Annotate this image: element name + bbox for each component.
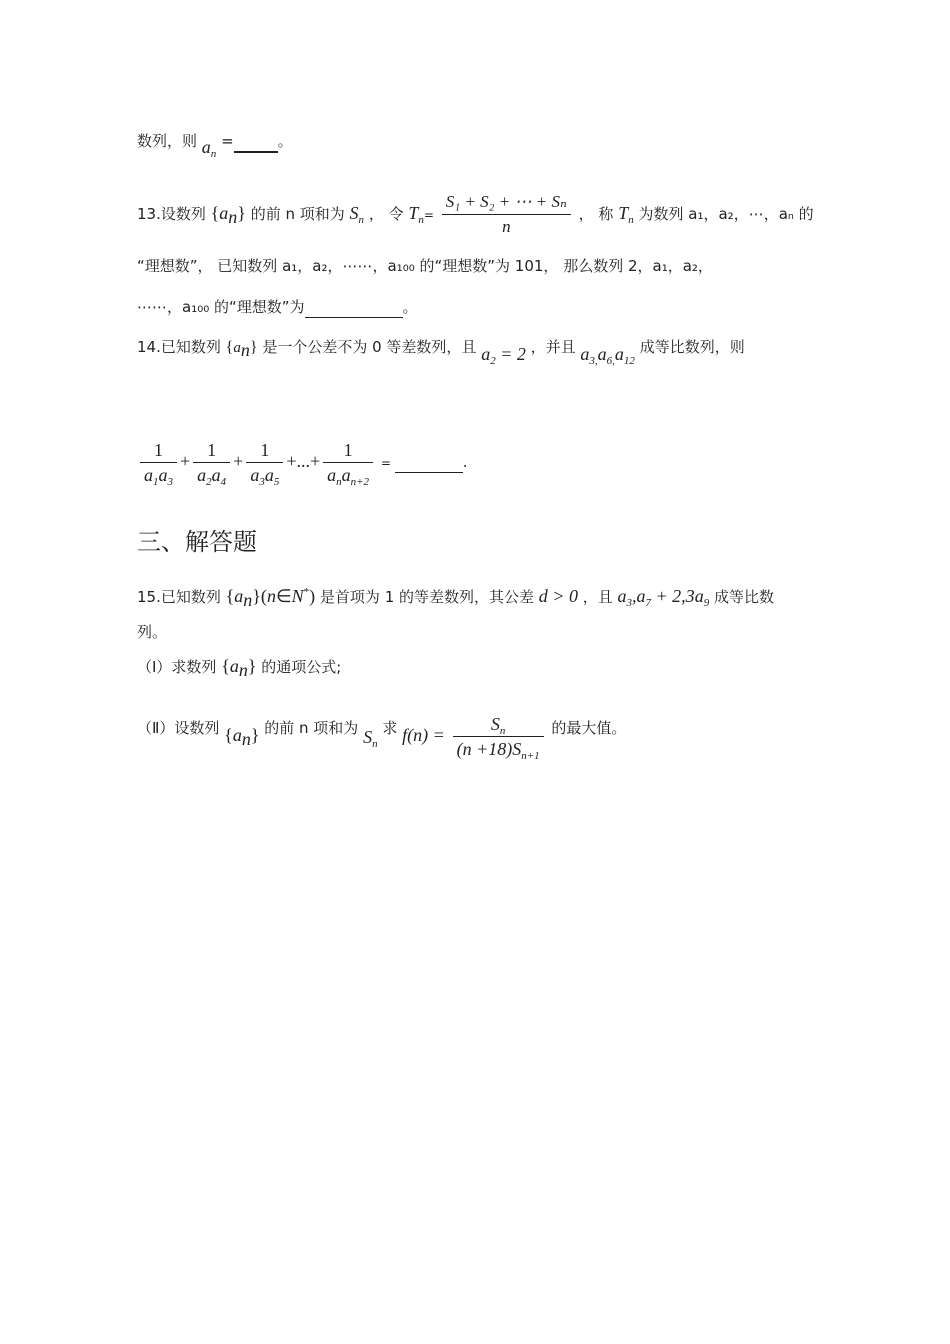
q15-part1: （Ⅰ）求数列 $\{a_n\}$ 的通项公式; [137, 656, 342, 680]
answer-blank [395, 452, 463, 473]
q13-line3: ⋯⋯，a₁₀₀ 的“理想数”为 。 [137, 298, 418, 316]
fraction-1-a1a3: $\frac{1}{a_1a_3}$ [140, 440, 177, 485]
sequence-a-n: $\{a_n\}$ [225, 339, 258, 360]
q15-line1: 15.已知数列 $\{a_n\}(n\in N^*)$ 是首项为 1 的等差数列，其公差 d > 0 ，且 $a_3,a_7 + 2,3a_9$ 成等比数 [137, 586, 774, 610]
a3-a7-a9-terms: $a_3,a_7 + 2,3a_9$ [617, 586, 710, 609]
q13-line2: “理想数”， 已知数列 a₁，a₂，⋯⋯，a₁₀₀ 的“理想数”为 101， 那么数列 2，a₁，a₂， [137, 257, 713, 275]
q12-tail: 数列，则 $a_n$ = 。 [137, 132, 293, 160]
a3-a6-a12-terms: $a_{3,}a_{6,}a_{12}$ [580, 344, 635, 367]
q15-part2: （Ⅱ）设数列 $\{a_n\}$ 的前 n 项和为 $S_n$ 求 f(n) = $\frac{S_n}{(n +18)S_{n+1}}$ 的最大值。 [137, 714, 627, 762]
section-title: 三、解答题 [137, 528, 257, 556]
q15-line2: 列。 [137, 623, 168, 641]
S-n-symbol: $S_n$ [349, 203, 365, 226]
S-n-symbol: $S_n$ [363, 727, 378, 750]
answer-blank [234, 131, 278, 153]
d-positive-condition: d > 0 [538, 586, 578, 606]
sequence-a-n: $\{a_n\}$ [210, 203, 246, 227]
a-n-symbol: $a_n$ [201, 137, 217, 160]
fraction-1-a2a4: $\frac{1}{a_2a_4}$ [193, 440, 230, 485]
f-n-function: f(n) = [402, 725, 445, 745]
sequence-a-n: $\{a_n\}$ [224, 725, 260, 749]
f-n-fraction: $\frac{S_n}{(n +18)S_{n+1}}$ [453, 714, 544, 759]
sequence-a-n: $\{a_n\}(n\in N^*)$ [225, 586, 316, 610]
q14-line1: 14.已知数列 $\{a_n\}$ 是一个公差不为 0 等差数列，且 $a_2 = 2$ ，并且 $a_{3,}a_{6,}a_{12}$ 成等比数列，则 [137, 338, 745, 367]
q13-line1: 13.设数列 $\{a_n\}$ 的前 n 项和为 $S_n$ ， 令 $T_n=$ $\frac{\text{S₁ + S₂ + ⋯ + Sₙ}}{n}$ ， 称 $T_n$ 为数列 a₁，a₂，⋯，aₙ 的 [137, 192, 814, 236]
sequence-a-n: $\{a_n\}$ [221, 656, 257, 680]
answer-blank [305, 297, 403, 318]
a2-condition: $a_2 = 2$ [481, 344, 526, 367]
T-n-fraction: $\frac{\text{S₁ + S₂ + ⋯ + Sₙ}}{n}$ [442, 192, 571, 237]
fraction-1-anan2: $\frac{1}{a_na_{n+2}}$ [323, 440, 373, 485]
fraction-1-a3a5: $\frac{1}{a_3a_5}$ [246, 440, 283, 485]
T-n-symbol: $T_n$ [408, 203, 424, 226]
q14-sum-expression: $\frac{1}{a_1a_3}$ + $\frac{1}{a_2a_4}$ + $\frac{1}{a_3a_5}$ +...+ $\frac{1}{a_na_{n+2}}$ = . [137, 440, 468, 485]
